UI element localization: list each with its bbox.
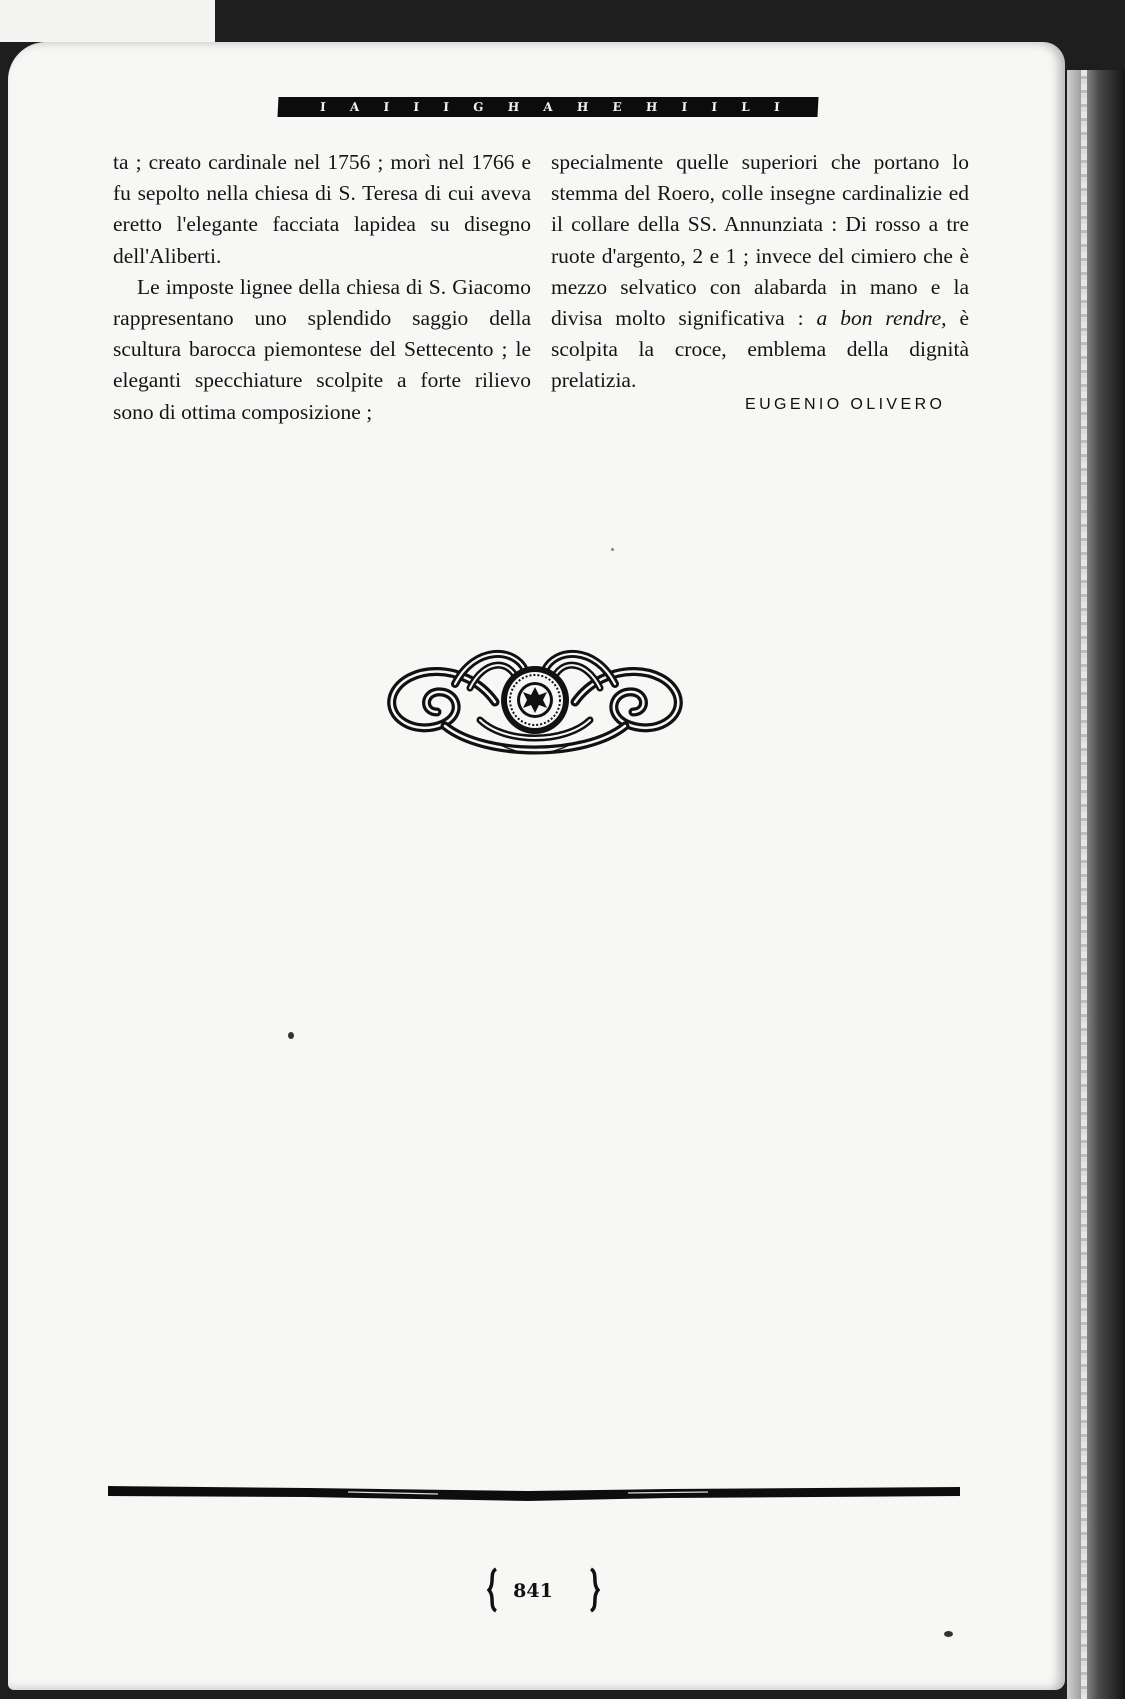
celtic-knot-ornament <box>385 640 685 765</box>
header-letter: G <box>472 100 484 114</box>
header-letter: A <box>543 100 554 114</box>
right-text-column <box>551 147 969 397</box>
decorative-rule <box>108 1482 960 1506</box>
header-letter: I <box>443 100 450 114</box>
paragraph-3 <box>551 147 969 397</box>
ink-speck <box>288 1032 294 1039</box>
header-letter: I <box>413 100 420 114</box>
header-letter: I <box>681 100 688 114</box>
author-signature: EUGENIO OLIVERO <box>745 396 946 413</box>
right-brace-ornament <box>587 1567 601 1613</box>
paragraph-3-end: è scolpita la croce, emblema della dignità prelatizia. <box>551 306 969 393</box>
motto-italic: a bon rendre, <box>816 306 947 331</box>
header-letter: H <box>576 100 589 114</box>
header-letter: H <box>507 100 520 114</box>
header-letter: E <box>612 100 623 114</box>
ink-speck <box>944 1631 953 1637</box>
paragraph-1: ta ; creato cardinale nel 1756 ; morì nel 1766 e fu sepolto nella chiesa di S. Teresa di cui aveva eretto l'elegante facciata lapidea su disegno dell'Aliberti. <box>113 150 531 268</box>
paragraph-2: Le imposte lignee della chiesa di S. Giacomo rappresentano uno splendido saggio della scultura barocca piemontese del Settecento ; le eleganti specchiature scolpite a forte rilievo sono di ottima composizione ; <box>113 274 531 424</box>
top-paper-strip <box>0 0 215 42</box>
left-text-column <box>113 147 531 428</box>
header-letter: I <box>383 100 390 114</box>
ink-speck <box>611 548 614 551</box>
paragraph-3-text: specialmente quelle superiori che portano lo stemma del Roero, colle insegne cardinalizie ed il collare della SS. Annunziata : Di rosso a tre ruote d'argento, 2 e 1 ; invece del cimiero che è mezzo selvatico con alabarda in mano e la divisa molto significativa : <box>551 150 969 331</box>
header-letter: H <box>645 100 658 114</box>
page-number: 841 <box>513 1580 553 1602</box>
header-letter: I <box>319 100 327 114</box>
header-letter: I <box>711 100 718 114</box>
header-letter: L <box>741 100 751 114</box>
running-header-band <box>277 97 818 117</box>
header-letter: I <box>773 100 781 114</box>
header-letter: A <box>349 100 360 114</box>
book-page-edges <box>1067 70 1125 1699</box>
